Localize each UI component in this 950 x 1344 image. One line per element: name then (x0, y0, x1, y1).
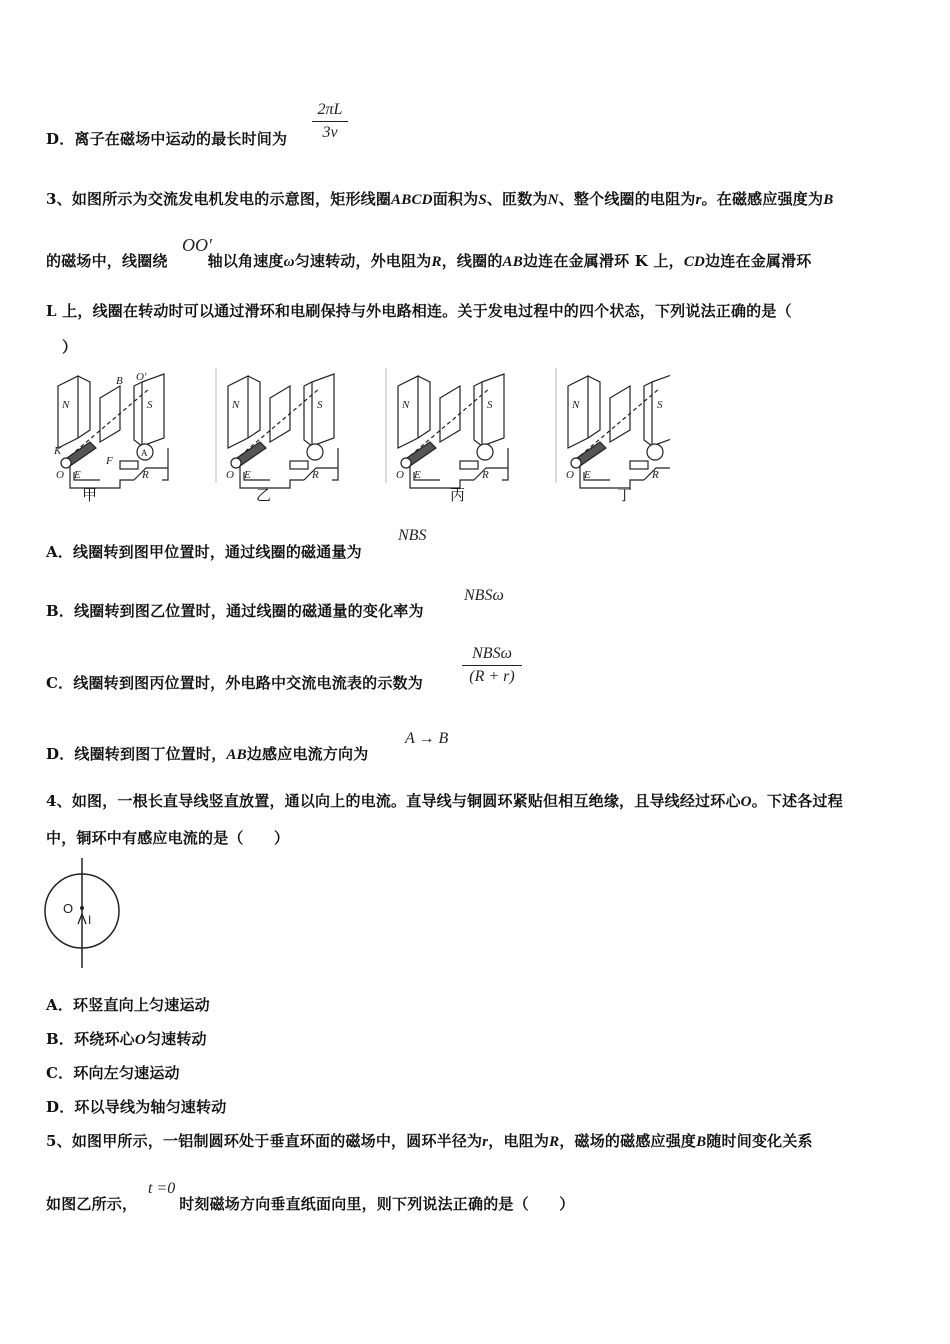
svg-text:O′: O′ (136, 371, 147, 383)
q4-stem-line2: 中，铜环中有感应电流的是（ ） (46, 829, 290, 847)
var: S (478, 192, 487, 208)
svg-text:E: E (414, 469, 421, 481)
var: O (134, 1032, 146, 1048)
svg-text:F: F (106, 455, 113, 467)
q4-stem-line1 (46, 790, 843, 811)
q3-option-b: B．线圈转到图乙位置时，通过线圈的磁通量的变化率为 (46, 602, 424, 620)
q5-t-zero: t =0 (148, 1180, 176, 1197)
q4-option-a: A．环竖直向上匀速运动 (46, 996, 210, 1014)
q4-option-c: C．环向左匀速运动 (46, 1064, 180, 1082)
fraction-denominator: 3v (322, 124, 338, 141)
text: 边连在金属滑环 (705, 252, 812, 270)
text: 如图乙所示， (46, 1195, 138, 1213)
svg-text:B: B (116, 375, 123, 387)
ring-center-label: O (63, 901, 74, 916)
q3-option-b-math: NBSω (464, 587, 504, 604)
text: 。在磁感应强度为 (701, 190, 824, 208)
var: r (482, 1134, 489, 1150)
text: 、匝数为 (486, 190, 548, 208)
var: AB (502, 254, 523, 270)
q3-stem-line3: L 上，线圈在转动时可以通过滑环和电刷保持与外电路相连。关于发电过程中的四个状态，下列说法正确的是（ (46, 302, 792, 320)
svg-text:R: R (142, 469, 149, 481)
text: 时刻磁场方向垂直纸面向里，则下列说法正确的是（ ） (179, 1195, 575, 1213)
text: 匀速转动，外电阻为 (294, 252, 432, 270)
text: 。下述各过程 (751, 792, 843, 810)
var: CD (683, 254, 706, 270)
var: N (547, 192, 559, 208)
svg-text:E: E (74, 469, 81, 481)
q3-option-a: A．线圈转到图甲位置时，通过线圈的磁通量为 (46, 543, 362, 561)
fraction-numerator: 2πL (312, 101, 348, 122)
q2-option-d (46, 128, 287, 149)
text: 匀速转动 (145, 1030, 207, 1048)
svg-text:A: A (141, 448, 148, 458)
svg-text:R: R (482, 469, 489, 481)
q5-stem-line1 (46, 1130, 813, 1151)
text: 轴以角速度 (207, 252, 284, 270)
q4-option-b (46, 1028, 207, 1049)
var: O (740, 794, 752, 810)
text: 4、如图，一根长直导线竖直放置，通以向上的电流。直导线与铜圆环紧贴但相互绝缘，且导线经过环心 (46, 792, 741, 810)
svg-text:S: S (317, 399, 323, 411)
svg-text:E: E (584, 469, 591, 481)
figure-label-bing: 丙 (450, 486, 466, 504)
text: 、整个线圈的电阻为 (558, 190, 696, 208)
q3-stem-line1 (46, 188, 833, 209)
var: ABCD (391, 192, 433, 208)
svg-text:N: N (402, 399, 410, 411)
var: R (431, 254, 442, 270)
var: B (823, 192, 834, 208)
svg-text:K: K (54, 445, 62, 457)
fraction-numerator: NBSω (462, 645, 522, 666)
text: 5、如图甲所示，一铝制圆环处于垂直环面的磁场中，圆环半径为 (46, 1132, 483, 1150)
figure-label-jia: 甲 (82, 486, 98, 504)
q5-stem-line2 (46, 1193, 574, 1214)
q3-generator-figures (50, 368, 670, 503)
text: 3、如图所示为交流发电机发电的示意图，矩形线圈 (46, 190, 392, 208)
q3-option-c: C．线圈转到图丙位置时，外电路中交流电流表的示数为 (46, 674, 423, 692)
text: B．环绕环心 (46, 1030, 135, 1048)
q3-axis-symbol: OO′ (182, 235, 212, 255)
svg-text:O: O (226, 469, 234, 481)
q2-option-d-fraction (312, 101, 348, 142)
text: 随时间变化关系 (706, 1132, 813, 1150)
var: ω (283, 254, 295, 270)
svg-text:S: S (487, 399, 493, 411)
text: 面积为 (432, 190, 479, 208)
text: D．线圈转到图丁位置时， (46, 745, 227, 763)
svg-text:S: S (657, 399, 663, 411)
q3-option-d-math: A → B (405, 730, 449, 747)
q3-option-a-math: NBS (398, 527, 427, 544)
text: 的磁场中，线圈绕 (46, 252, 168, 270)
svg-text:N: N (232, 399, 240, 411)
svg-text:O: O (566, 469, 574, 481)
q4-ring-wire-figure (40, 858, 124, 970)
current-label: I (88, 913, 92, 927)
var: AB (226, 747, 247, 763)
figure-label-yi: 乙 (256, 486, 272, 504)
svg-text:R: R (652, 469, 659, 481)
text: ，线圈的 (441, 252, 503, 270)
text: 边感应电流方向为 (246, 745, 369, 763)
q2-option-d-text: D．离子在磁场中运动的最长时间为 (46, 130, 288, 148)
var: B (696, 1134, 707, 1150)
svg-text:O: O (56, 469, 64, 481)
svg-text:O: O (396, 469, 404, 481)
text: ，电阻为 (488, 1132, 550, 1150)
q3-stem-line4: ） (62, 338, 78, 356)
q3-stem-line2 (46, 250, 812, 271)
figure-label-ding: 丁 (617, 486, 633, 504)
q4-option-d: D．环以导线为轴匀速转动 (46, 1098, 227, 1116)
var: r (695, 192, 702, 208)
text: ，磁场的磁感应强度 (559, 1132, 697, 1150)
svg-text:S: S (147, 399, 153, 411)
svg-text:E: E (244, 469, 251, 481)
fraction-denominator: (R + r) (469, 668, 515, 685)
svg-text:N: N (572, 399, 580, 411)
q3-option-d (46, 743, 368, 764)
svg-text:N: N (62, 399, 70, 411)
svg-text:R: R (312, 469, 319, 481)
var: R (549, 1134, 560, 1150)
text: 边连在金属滑环 K 上， (522, 252, 684, 270)
q3-option-c-fraction (462, 645, 522, 686)
